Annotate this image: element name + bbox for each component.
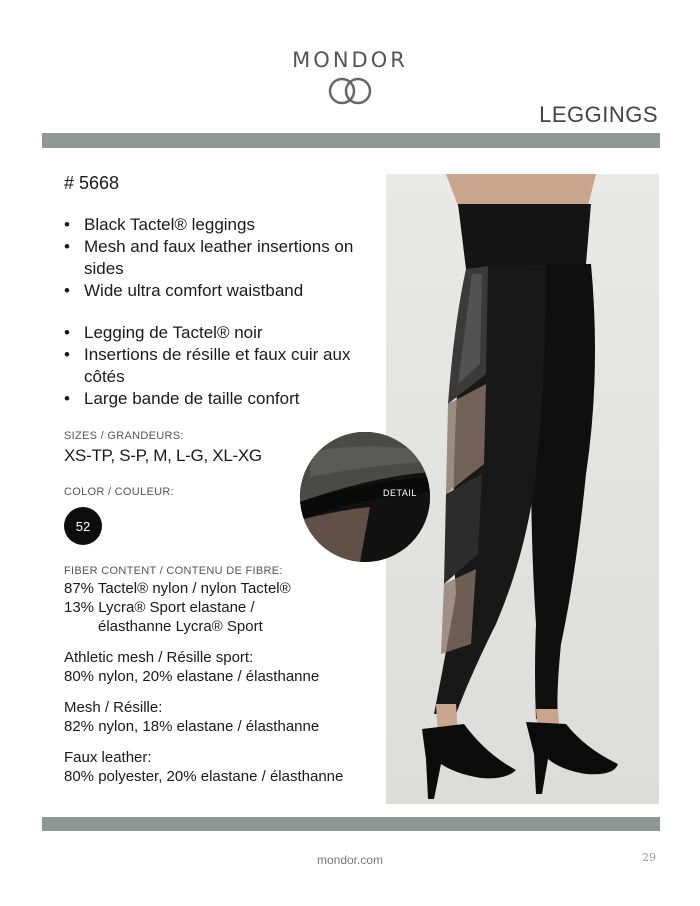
fiber-block-title: Mesh / Résille: (64, 699, 163, 716)
fiber-line: 13% Lycra® Sport elastane / (64, 599, 255, 616)
header-divider-bar (42, 133, 660, 148)
feature-item: • Legging de Tactel® noir (64, 322, 384, 344)
fiber-block-title: Athletic mesh / Résille sport: (64, 649, 254, 666)
detail-label: DETAIL (383, 488, 417, 498)
fiber-block-faux-leather (64, 748, 384, 786)
feature-item: • Black Tactel® leggings (64, 214, 384, 236)
fiber-block-value: 80% nylon, 20% elastane / élasthanne (64, 668, 320, 685)
fiber-line: 87% Tactel® nylon / nylon Tactel® (64, 580, 291, 597)
feature-item: • Mesh and faux leather insertions on sides (64, 236, 384, 280)
color-swatch (64, 507, 102, 545)
footer-divider-bar (42, 817, 660, 831)
fiber-block-title: Faux leather: (64, 749, 152, 766)
sizes-label: SIZES / GRANDEURS: (64, 430, 184, 442)
color-label: COLOR / COULEUR: (64, 486, 174, 498)
footer-url: mondor.com (316, 853, 384, 867)
sizes-value: XS-TP, S-P, M, L-G, XL-XG (64, 446, 262, 465)
feature-item: • Insertions de résille et faux cuir aux côtés (64, 344, 384, 388)
fiber-block-athletic-mesh (64, 648, 384, 686)
brand-header (0, 48, 700, 106)
fiber-block-value: 80% polyester, 20% elastane / élasthanne (64, 768, 344, 785)
fiber-label: FIBER CONTENT / CONTENU DE FIBRE: (64, 565, 283, 577)
page-number: 29 (642, 851, 656, 864)
fiber-block-mesh (64, 698, 384, 736)
section-title: LEGGINGS (539, 102, 658, 127)
fiber-line: élasthanne Lycra® Sport (98, 618, 263, 635)
product-sku: # 5668 (64, 173, 120, 193)
features-french (64, 322, 384, 410)
feature-item: • Large bande de taille confort (64, 388, 384, 410)
feature-item: • Wide ultra comfort waistband (64, 280, 384, 302)
fiber-block-value: 82% nylon, 18% elastane / élasthanne (64, 718, 320, 735)
color-code: 52 (75, 518, 91, 534)
fiber-main (64, 579, 384, 636)
brand-name: MONDOR (292, 48, 408, 72)
interlocked-rings-icon (323, 76, 377, 106)
features-english (64, 214, 384, 302)
